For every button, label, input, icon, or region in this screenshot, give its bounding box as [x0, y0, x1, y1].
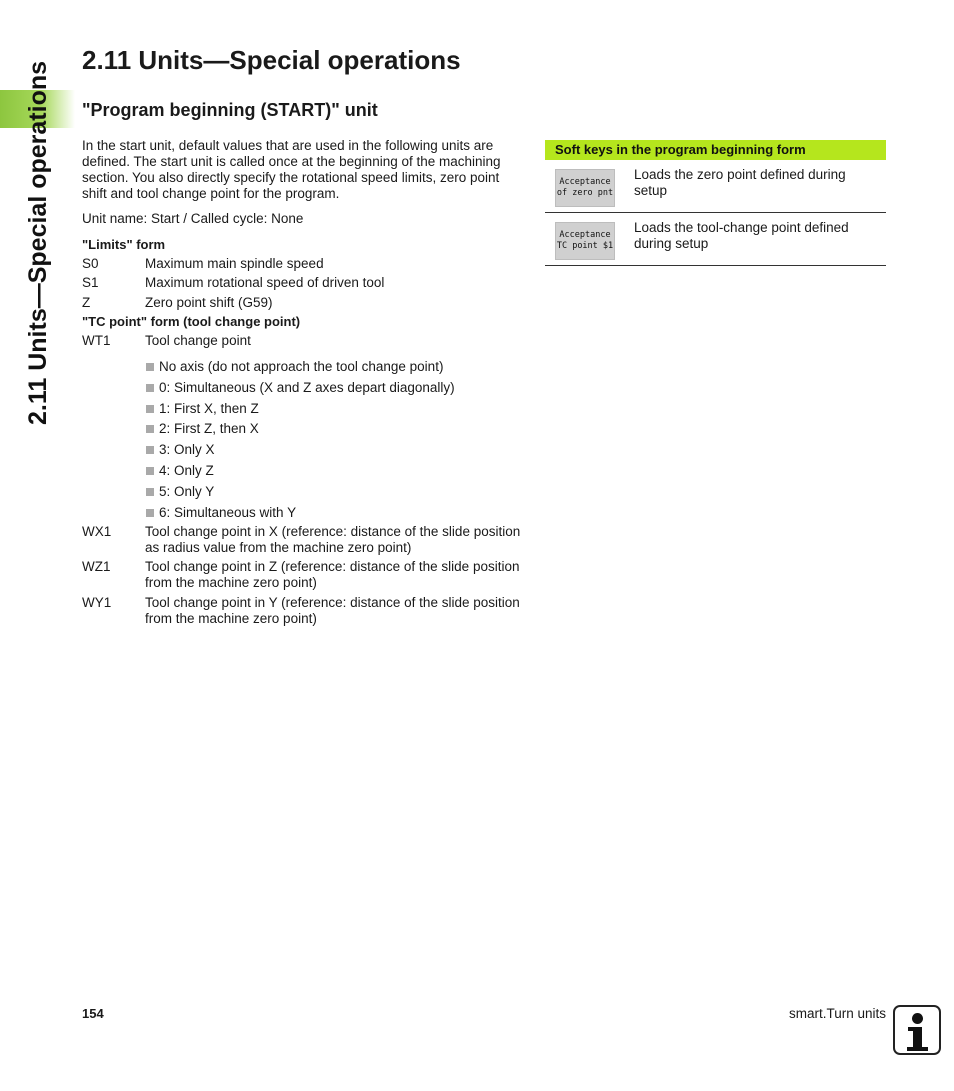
unit-name-line: Unit name: Start / Called cycle: None	[82, 211, 304, 226]
option-item: 0: Simultaneous (X and Z axes depart diagonally)	[146, 380, 455, 396]
bullet-icon	[146, 446, 154, 454]
softkey-desc: Loads the tool-change point defined during setup	[634, 220, 849, 251]
option-item: 4: Only Z	[146, 463, 214, 479]
acceptance-zero-point-softkey[interactable]: Acceptance of zero pnt	[555, 169, 615, 207]
option-item: 6: Simultaneous with Y	[146, 505, 296, 521]
softkey-row	[545, 213, 886, 266]
param-code: S1	[82, 275, 99, 290]
tc-form-heading: "TC point" form (tool change point)	[82, 314, 301, 329]
option-item: 3: Only X	[146, 442, 215, 458]
page-number: 154	[82, 1006, 104, 1021]
param-code: WZ1	[82, 559, 111, 574]
info-icon	[893, 1005, 941, 1055]
param-code: WY1	[82, 595, 112, 610]
bullet-icon	[146, 488, 154, 496]
acceptance-tc-point-softkey[interactable]: Acceptance TC point $1	[555, 222, 615, 260]
page-title: 2.11 Units—Special operations	[82, 45, 461, 75]
intro-paragraph: In the start unit, default values that are used in the following units are defined. The start unit is called once at the beginning of the machining section. You also directly specify the rotational speed limits, zero point shift and tool change point for the program.	[82, 138, 501, 201]
param-desc: Tool change point in Z (reference: distance of the slide position from the machine zero point)	[145, 559, 520, 590]
limits-form-heading: "Limits" form	[82, 237, 166, 252]
section-title: "Program beginning (START)" unit	[82, 100, 378, 120]
param-desc: Zero point shift (G59)	[145, 295, 273, 310]
bullet-icon	[146, 467, 154, 475]
param-desc: Tool change point in X (reference: distance of the slide position as radius value from the machine zero point)	[145, 524, 521, 555]
param-code: WT1	[82, 333, 111, 348]
bullet-icon	[146, 384, 154, 392]
bullet-icon	[146, 509, 154, 517]
footer-chapter-text: smart.Turn units	[788, 1006, 886, 1021]
option-item: No axis (do not approach the tool change point)	[146, 359, 443, 375]
option-item: 1: First X, then Z	[146, 401, 259, 417]
param-desc: Tool change point	[145, 333, 251, 348]
bullet-icon	[146, 425, 154, 433]
param-code: S0	[82, 256, 99, 271]
param-code: WX1	[82, 524, 112, 539]
side-chapter-title: 2.11 Units—Special operations	[24, 60, 52, 425]
param-code: Z	[82, 295, 91, 310]
option-item: 2: First Z, then X	[146, 421, 259, 437]
param-desc: Maximum rotational speed of driven tool	[145, 275, 385, 290]
softkey-table	[545, 140, 886, 266]
bullet-icon	[146, 363, 154, 371]
option-item: 5: Only Y	[146, 484, 214, 500]
param-desc: Maximum main spindle speed	[145, 256, 324, 271]
softkey-desc: Loads the zero point defined during setup	[634, 167, 846, 198]
softkey-table-header: Soft keys in the program beginning form	[545, 140, 886, 160]
bullet-icon	[146, 405, 154, 413]
param-desc: Tool change point in Y (reference: distance of the slide position from the machine zero point)	[145, 595, 520, 626]
softkey-row	[545, 160, 886, 213]
